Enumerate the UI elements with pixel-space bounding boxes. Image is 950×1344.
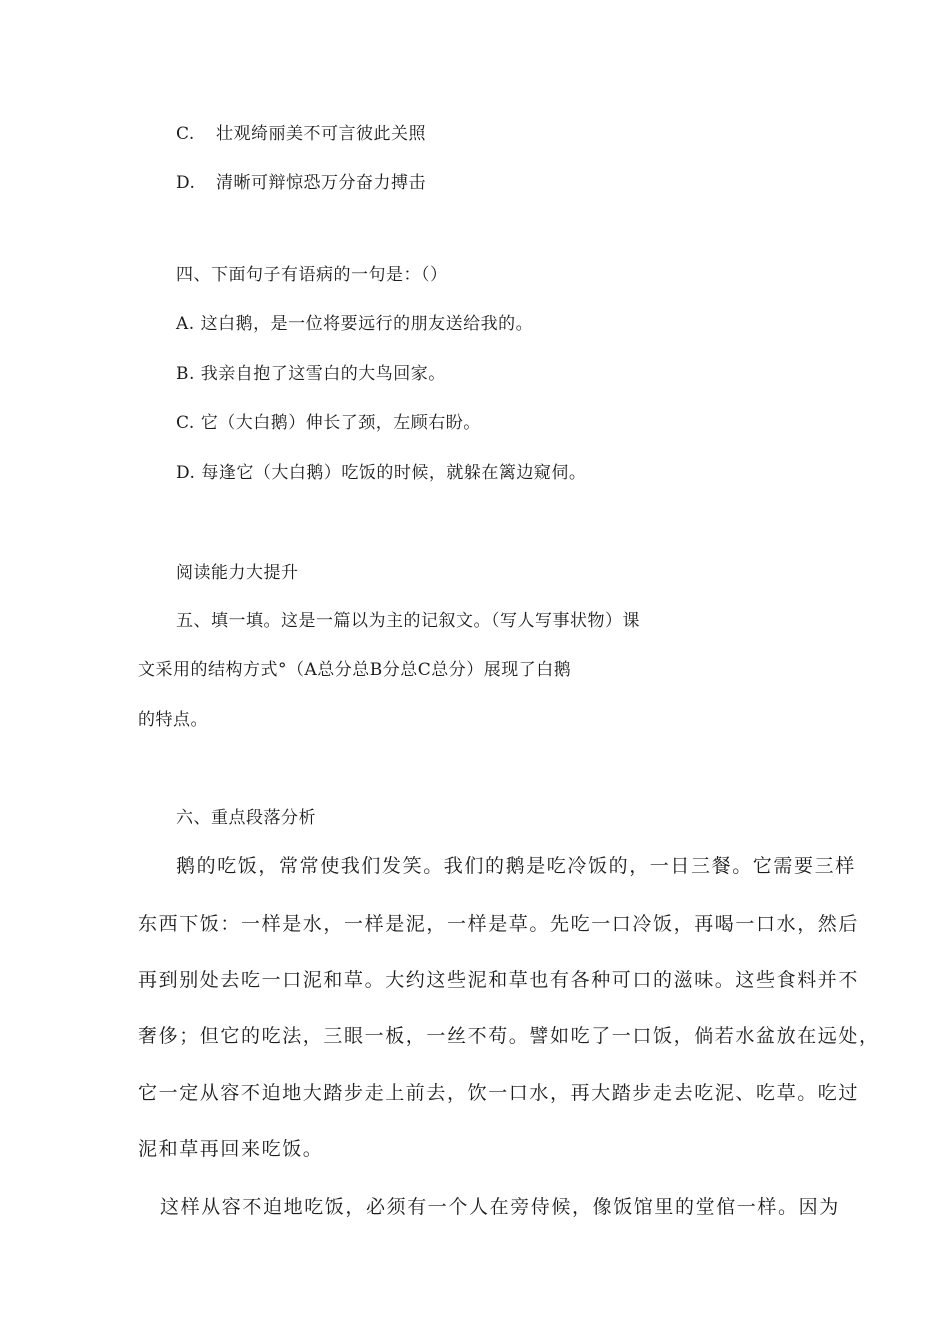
question-4-option-b: B. 我亲自抱了这雪白的大鸟回家。 (176, 364, 446, 384)
paragraph-2-line-1: 这样从容不迫地吃饭，必须有一个人在旁侍候，像饭馆里的堂倌一样。因为 (160, 1196, 840, 1218)
reading-heading: 阅读能力大提升 (176, 563, 299, 583)
option-d-text: 清晰可辩惊恐万分奋力搏击 (216, 173, 426, 193)
option-c-letter: C. (176, 124, 195, 144)
question-5-line-3: 的特点。 (138, 710, 208, 730)
paragraph-line-5: 它一定从容不迫地大踏步走上前去，饮一口水，再大踏步走去吃泥、吃草。吃过 (138, 1082, 860, 1104)
paragraph-line-1: 鹅的吃饭，常常使我们发笑。我们的鹅是吃冷饭的，一日三餐。它需要三样 (176, 855, 856, 877)
option-d-letter: D. (176, 173, 196, 193)
question-5-line-2: 文采用的结构方式°（A总分总B分总C总分）展现了白鹅 (138, 660, 572, 680)
question-5-line-1: 五、填一填。这是一篇以为主的记叙文。（写人写事状物）课 (176, 611, 640, 631)
question-4: 四、下面句子有语病的一句是：（） (176, 265, 448, 285)
question-6-heading: 六、重点段落分析 (176, 808, 316, 828)
option-c-text: 壮观绮丽美不可言彼此关照 (216, 124, 426, 144)
question-4-option-d: D. 每逢它（大白鹅）吃饭的时候，就躲在篱边窥伺。 (176, 463, 587, 483)
question-4-option-c: C. 它（大白鹅）伸长了颈，左顾右盼。 (176, 413, 481, 433)
paragraph-line-2: 东西下饭：一样是水，一样是泥，一样是草。先吃一口冷饭，再喝一口水，然后 (138, 913, 860, 935)
option-d (176, 173, 426, 193)
paragraph-line-6: 泥和草再回来吃饭。 (138, 1138, 324, 1160)
paragraph-line-4: 奢侈；但它的吃法，三眼一板，一丝不苟。譬如吃了一口饭，倘若水盆放在远处， (138, 1025, 880, 1047)
paragraph-line-3: 再到别处去吃一口泥和草。大约这些泥和草也有各种可口的滋味。这些食料并不 (138, 969, 860, 991)
option-c (176, 124, 426, 144)
question-4-option-a: A. 这白鹅，是一位将要远行的朋友送给我的。 (176, 314, 534, 334)
